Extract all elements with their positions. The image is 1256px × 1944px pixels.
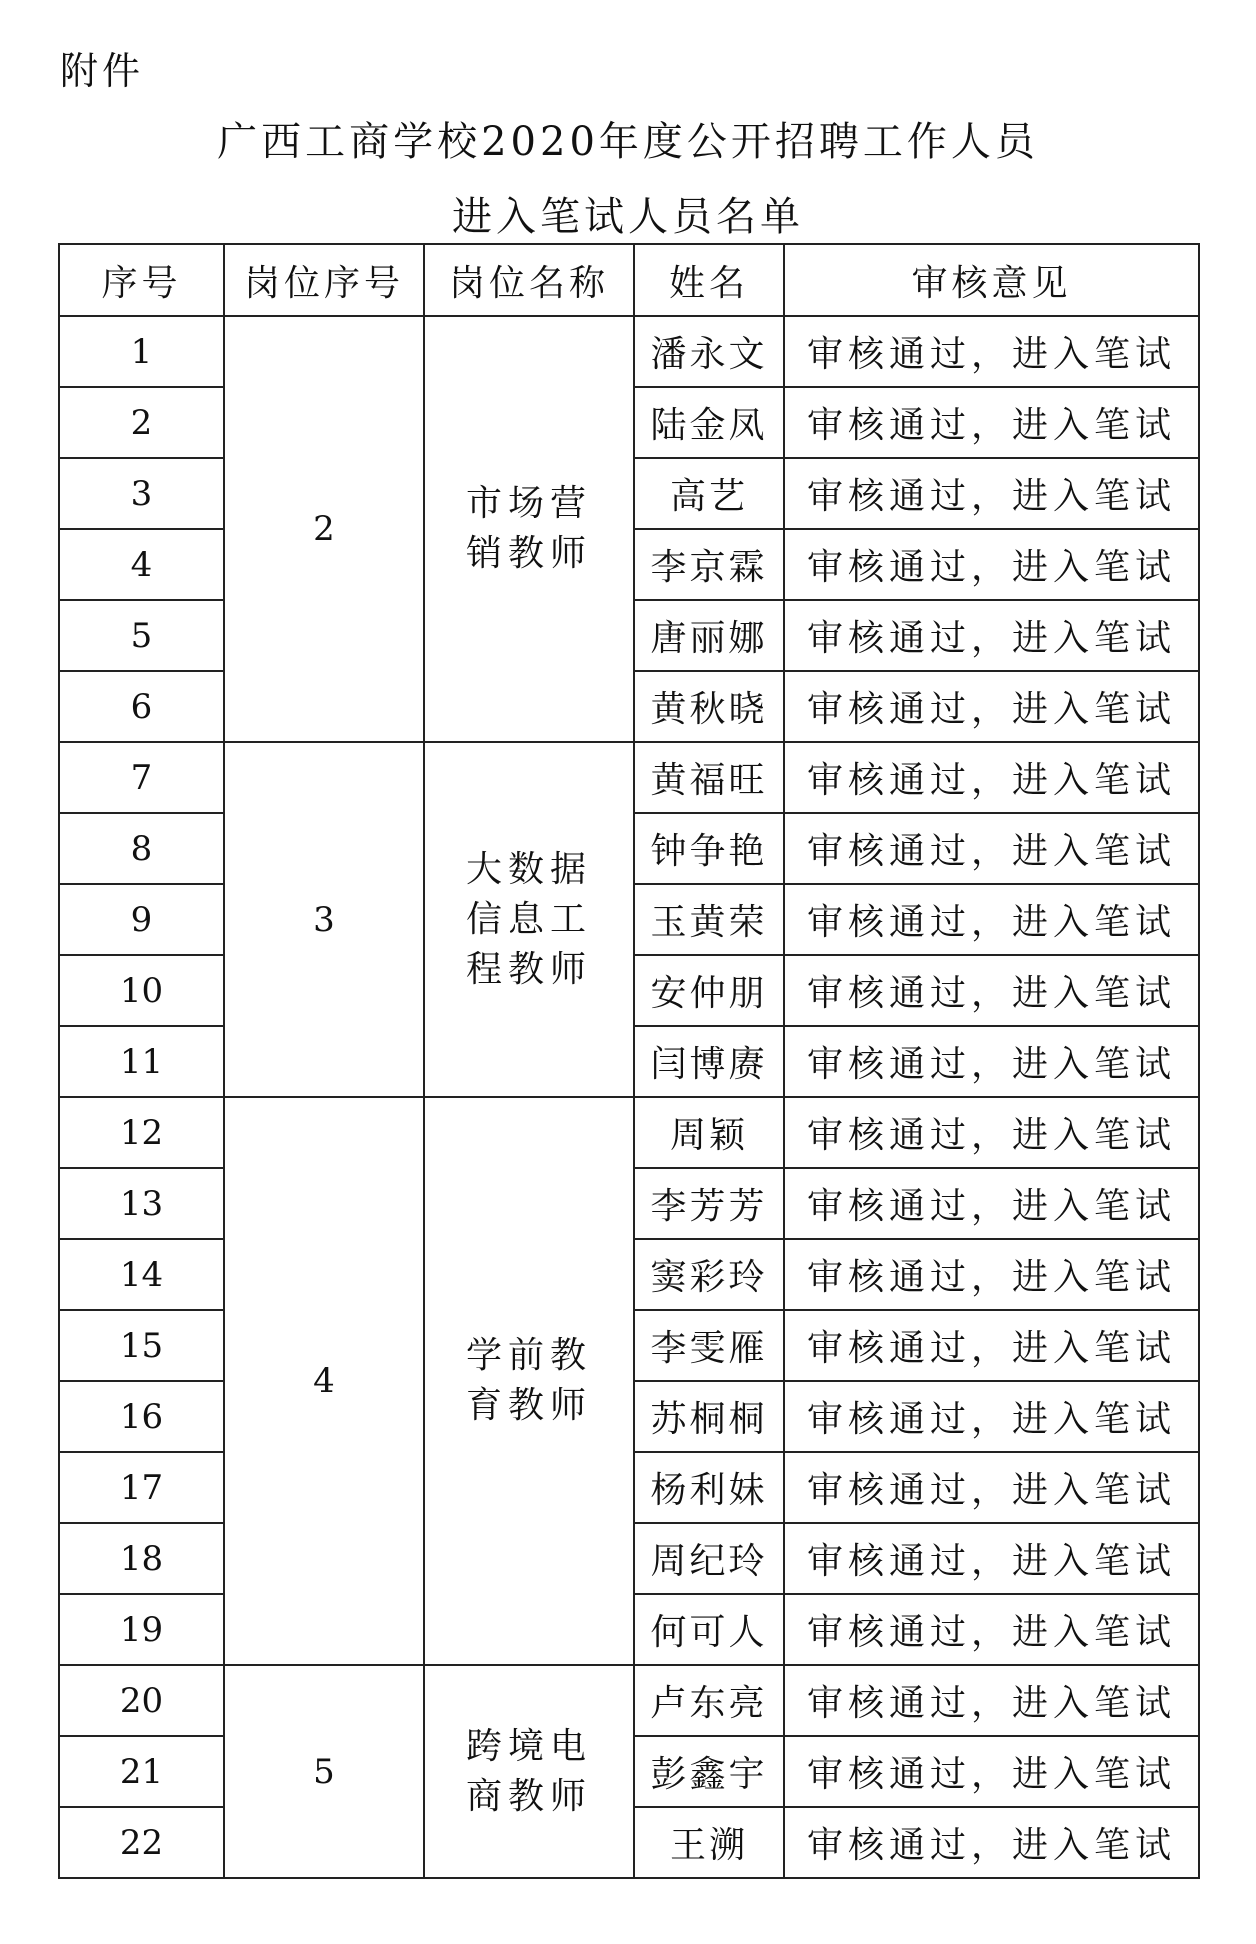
attachment-label: 附件 [60,49,145,93]
cell-name: 杨利妹 [634,1452,784,1523]
table-row [59,1665,1199,1736]
cell-opinion: 审核通过，进入笔试 [784,1239,1199,1310]
cell-seq: 3 [59,458,224,529]
cell-opinion: 审核通过，进入笔试 [784,600,1199,671]
cell-seq: 14 [59,1239,224,1310]
cell-name: 周颖 [634,1097,784,1168]
cell-seq: 11 [59,1026,224,1097]
cell-name: 李京霖 [634,529,784,600]
cell-seq: 22 [59,1807,224,1878]
cell-opinion: 审核通过，进入笔试 [784,1452,1199,1523]
cell-seq: 17 [59,1452,224,1523]
cell-opinion: 审核通过，进入笔试 [784,529,1199,600]
cell-opinion: 审核通过，进入笔试 [784,1026,1199,1097]
cell-seq: 8 [59,813,224,884]
cell-opinion: 审核通过，进入笔试 [784,1168,1199,1239]
header-seq: 序号 [59,244,224,316]
candidate-table [58,243,1200,1879]
cell-post-name: 大数据信息工程教师 [424,742,634,1097]
cell-seq: 19 [59,1594,224,1665]
header-opinion: 审核意见 [784,244,1199,316]
cell-seq: 15 [59,1310,224,1381]
cell-name: 王溯 [634,1807,784,1878]
cell-seq: 12 [59,1097,224,1168]
cell-seq: 18 [59,1523,224,1594]
cell-opinion: 审核通过，进入笔试 [784,813,1199,884]
table-body [59,316,1199,1878]
cell-name: 何可人 [634,1594,784,1665]
cell-opinion: 审核通过，进入笔试 [784,1381,1199,1452]
cell-seq: 20 [59,1665,224,1736]
cell-seq: 9 [59,884,224,955]
document-title: 广西工商学校2020年度公开招聘工作人员 [217,119,1039,165]
cell-name: 苏桐桐 [634,1381,784,1452]
cell-seq: 4 [59,529,224,600]
table-row [59,1097,1199,1168]
cell-seq: 2 [59,387,224,458]
cell-post-name: 学前教育教师 [424,1097,634,1665]
cell-post-no: 2 [224,316,424,742]
cell-opinion: 审核通过，进入笔试 [784,1807,1199,1878]
cell-seq: 7 [59,742,224,813]
cell-name: 黄福旺 [634,742,784,813]
cell-name: 玉黄荣 [634,884,784,955]
cell-name: 高艺 [634,458,784,529]
cell-name: 安仲朋 [634,955,784,1026]
table-row [59,742,1199,813]
cell-opinion: 审核通过，进入笔试 [784,387,1199,458]
cell-post-name: 跨境电商教师 [424,1665,634,1878]
cell-name: 彭鑫宇 [634,1736,784,1807]
cell-opinion: 审核通过，进入笔试 [784,1310,1199,1381]
cell-seq: 10 [59,955,224,1026]
cell-opinion: 审核通过，进入笔试 [784,1594,1199,1665]
cell-opinion: 审核通过，进入笔试 [784,316,1199,387]
cell-name: 闫博赓 [634,1026,784,1097]
cell-opinion: 审核通过，进入笔试 [784,742,1199,813]
table-row [59,316,1199,387]
cell-post-no: 4 [224,1097,424,1665]
cell-name: 李芳芳 [634,1168,784,1239]
cell-name: 唐丽娜 [634,600,784,671]
table-header-row [59,244,1199,316]
cell-opinion: 审核通过，进入笔试 [784,458,1199,529]
header-name: 姓名 [634,244,784,316]
cell-seq: 6 [59,671,224,742]
cell-post-no: 5 [224,1665,424,1878]
cell-opinion: 审核通过，进入笔试 [784,955,1199,1026]
cell-opinion: 审核通过，进入笔试 [784,884,1199,955]
cell-post-no: 3 [224,742,424,1097]
cell-name: 周纪玲 [634,1523,784,1594]
cell-seq: 1 [59,316,224,387]
cell-opinion: 审核通过，进入笔试 [784,1665,1199,1736]
cell-seq: 5 [59,600,224,671]
cell-post-name: 市场营销教师 [424,316,634,742]
cell-name: 潘永文 [634,316,784,387]
cell-opinion: 审核通过，进入笔试 [784,1736,1199,1807]
cell-opinion: 审核通过，进入笔试 [784,1097,1199,1168]
cell-seq: 13 [59,1168,224,1239]
header-post-no: 岗位序号 [224,244,424,316]
cell-name: 李雯雁 [634,1310,784,1381]
cell-name: 陆金凤 [634,387,784,458]
document-subtitle: 进入笔试人员名单 [452,194,804,240]
candidate-table-container [58,243,1198,1879]
header-post-name: 岗位名称 [424,244,634,316]
cell-name: 卢东亮 [634,1665,784,1736]
cell-name: 钟争艳 [634,813,784,884]
cell-seq: 16 [59,1381,224,1452]
cell-opinion: 审核通过，进入笔试 [784,1523,1199,1594]
cell-name: 黄秋晓 [634,671,784,742]
cell-name: 窦彩玲 [634,1239,784,1310]
cell-opinion: 审核通过，进入笔试 [784,671,1199,742]
cell-seq: 21 [59,1736,224,1807]
